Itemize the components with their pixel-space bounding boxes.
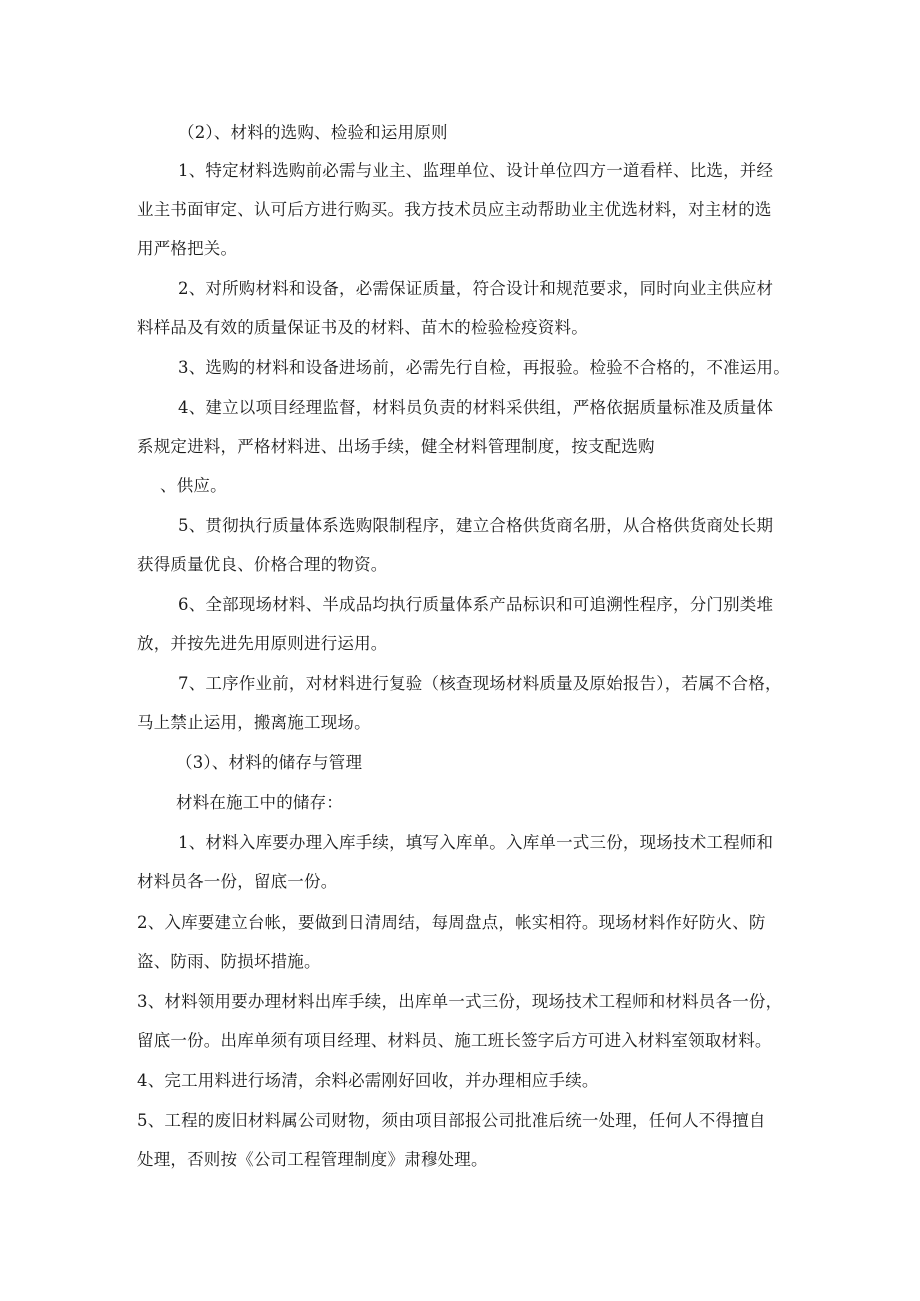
section-heading-2: （2）、材料的选购、检验和运用原则 [178,123,448,142]
storage-item-5-line-1: 5、工程的废旧材料属公司财物，须由项目部报公司批准后统一处理，任何人不得擅自 [137,1111,766,1130]
paragraph-2-line-1: 2、对所购材料和设备，必需保证质量，符合设计和规范要求，同时向业主供应材 [178,279,774,298]
paragraph-5-line-2: 获得质量优良、价格合理的物资。 [137,555,388,574]
paragraph-2-line-2: 料样品及有效的质量保证书及的材料、苗木的检验检疫资料。 [137,318,588,337]
storage-item-2-line-2: 盗、防雨、防损坏措施。 [137,952,321,971]
paragraph-3-line-1: 3、选购的材料和设备进场前，必需先行自检，再报验。检验不合格的，不准运用。 [178,358,790,377]
storage-item-3-line-1: 3、材料领用要办理材料出库手续，出库单一式三份，现场技术工程师和材料员各一份， [137,992,783,1011]
storage-item-1-line-2: 材料员各一份，留底一份。 [137,872,338,891]
paragraph-4-line-3: 、供应。 [160,476,227,495]
paragraph-5-line-1: 5、贯彻执行质量体系选购限制程序，建立合格供货商名册，从合格供货商处长期 [178,516,774,535]
paragraph-6-line-1: 6、全部现场材料、半成品均执行质量体系产品标识和可追溯性程序，分门别类堆 [178,595,774,614]
storage-item-3-line-2: 留底一份。出库单须有项目经理、材料员、施工班长签字后方可进入材料室领取材料。 [137,1031,772,1050]
paragraph-1-line-2: 业主书面审定、认可后方进行购买。我方技术员应主动帮助业主优选材料，对主材的选 [137,200,772,219]
paragraph-7-line-2: 马上禁止运用，搬离施工现场。 [137,713,371,732]
section-heading-3: （3）、材料的储存与管理 [176,753,363,772]
paragraph-6-line-2: 放，并按先进先用原则进行运用。 [137,634,388,653]
paragraph-1-line-3: 用严格把关。 [137,239,238,258]
storage-item-5-line-2: 处理，否则按《公司工程管理制度》肃穆处理。 [137,1150,488,1169]
paragraph-1-line-1: 1、特定材料选购前必需与业主、监理单位、设计单位四方一道看样、比选，并经 [178,161,774,180]
paragraph-4-line-1: 4、建立以项目经理监督，材料员负责的材料采供组，严格依据质量标准及质量体 [178,398,774,417]
storage-item-2-line-1: 2、入库要建立台帐，要做到日清周结，每周盘点，帐实相符。现场材料作好防火、防 [137,913,766,932]
storage-item-4-line-1: 4、完工用料进行场清，余料必需刚好回收，并办理相应手续。 [137,1071,599,1090]
paragraph-7-line-1: 7、工序作业前，对材料进行复验（核查现场材料质量及原始报告），若属不合格， [178,674,782,693]
paragraph-4-line-2: 系规定进料，严格材料进、出场手续，健全材料管理制度，按支配选购 [137,437,655,456]
storage-intro: 材料在施工中的储存： [176,793,343,812]
storage-item-1-line-1: 1、材料入库要办理入库手续，填写入库单。入库单一式三份，现场技术工程师和 [178,833,774,852]
